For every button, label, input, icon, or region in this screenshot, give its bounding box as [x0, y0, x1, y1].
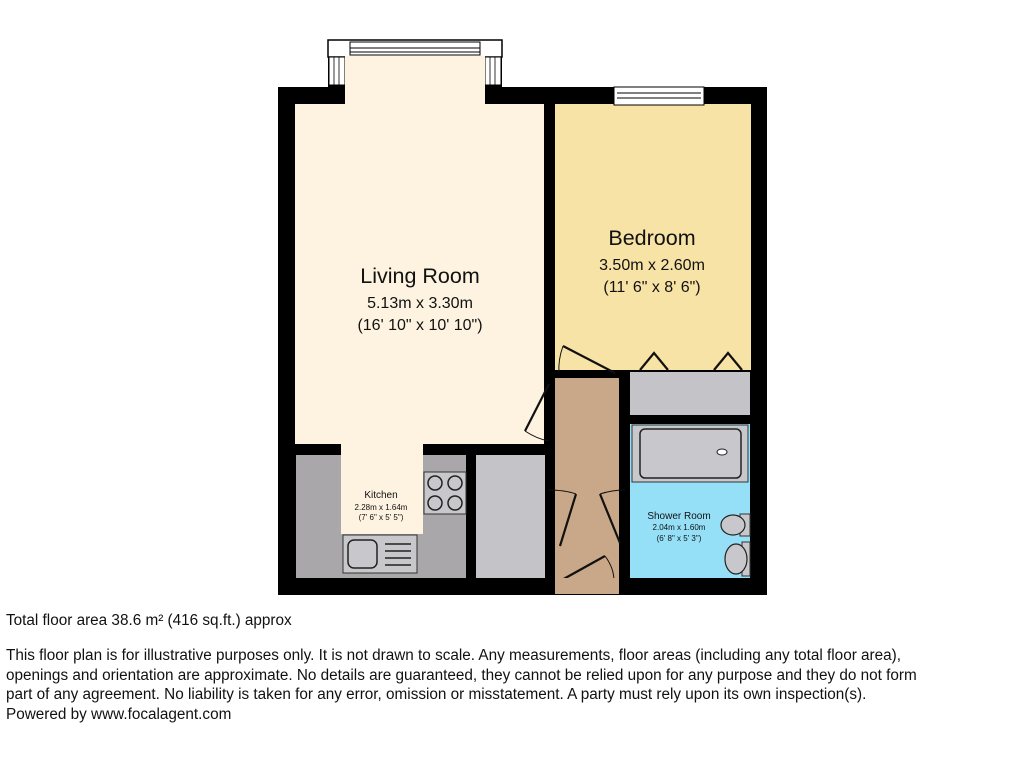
- disclaimer: [6, 646, 1024, 724]
- shower-room-label: [647, 511, 710, 543]
- svg-text:(11' 6" x 8' 6"): (11' 6" x 8' 6"): [603, 279, 701, 296]
- toilet-icon: [725, 542, 750, 576]
- hallway-area: [555, 378, 619, 594]
- svg-text:Bedroom: Bedroom: [608, 226, 696, 250]
- svg-text:Kitchen: Kitchen: [364, 490, 398, 501]
- svg-text:5.13m x 3.30m: 5.13m x 3.30m: [367, 295, 473, 312]
- svg-text:Living Room: Living Room: [360, 264, 480, 288]
- entrance-opening: [557, 578, 617, 594]
- bedroom-window: [614, 87, 704, 105]
- disclaimer-line: part of any agreement. No liability is taken for any error, omission or misstatement. A party must rely upon its own inspection(s).: [6, 686, 867, 704]
- svg-text:3.50m x 2.60m: 3.50m x 2.60m: [599, 257, 705, 274]
- hob-icon: [424, 472, 466, 514]
- disclaimer-line: This floor plan is for illustrative purposes only. It is not drawn to scale. Any measurements, floor areas (including any total floor area),: [6, 647, 902, 664]
- total-floor-area: Total floor area 38.6 m² (416 sq.ft.) approx: [6, 612, 292, 629]
- svg-text:2.04m x 1.60m: 2.04m x 1.60m: [652, 523, 706, 532]
- svg-text:(6' 8" x 5' 3"): (6' 8" x 5' 3"): [656, 534, 702, 543]
- svg-text:2.28m x 1.64m: 2.28m x 1.64m: [354, 503, 408, 512]
- wardrobe: [630, 372, 750, 415]
- cupboard-kitchen: [476, 455, 545, 578]
- shower-tray-icon: [632, 425, 748, 482]
- svg-text:(16' 10" x 10' 10"): (16' 10" x 10' 10"): [357, 317, 483, 334]
- disclaimer-line: openings and orientation are approximate. No details are guaranteed, they cannot be relied upon for any purpose and they do not form: [6, 666, 917, 684]
- svg-text:(7' 6" x 5' 5"): (7' 6" x 5' 5"): [358, 513, 404, 522]
- wash-basin-icon: [721, 514, 750, 536]
- bedroom-label: [599, 226, 705, 296]
- sink-icon: [343, 535, 417, 573]
- svg-text:Shower Room: Shower Room: [647, 511, 711, 522]
- living-room-label: [357, 264, 482, 334]
- powered-by: Powered by www.focalagent.com: [6, 705, 232, 723]
